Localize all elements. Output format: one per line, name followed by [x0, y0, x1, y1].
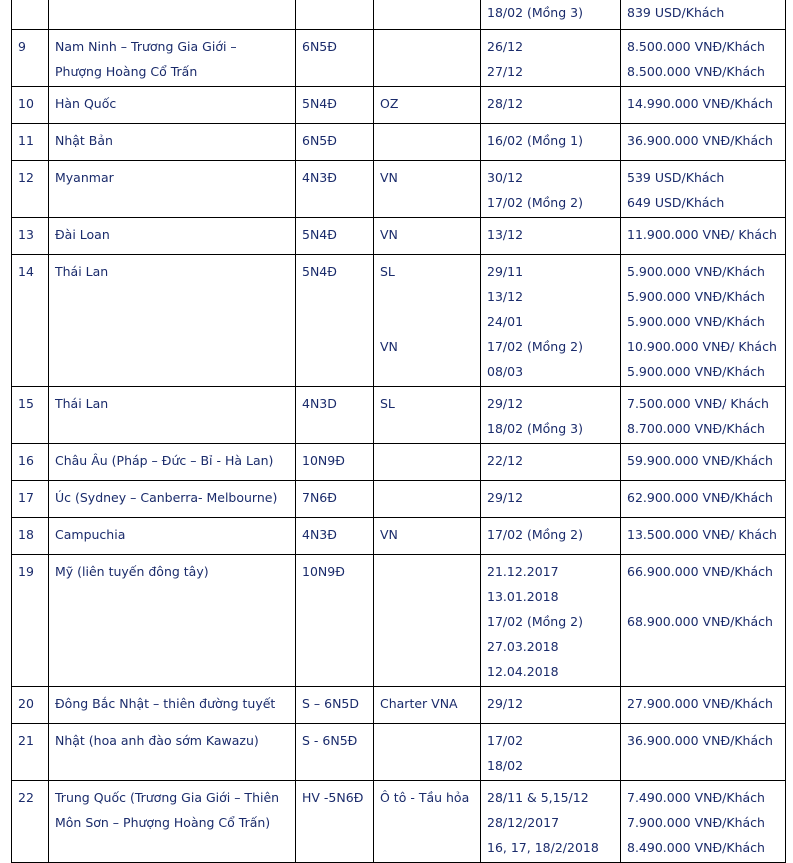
duration-cell: [296, 723, 374, 780]
departure-dates-cell: [481, 86, 621, 123]
price-line: 8.700.000 VNĐ/Khách: [627, 420, 765, 436]
departure-dates-line: 18/02 (Mồng 3): [487, 420, 583, 436]
duration-line: 10N9Đ: [302, 563, 345, 579]
transport-line: [380, 359, 480, 384]
departure-dates-line: 13.01.2018: [487, 588, 559, 604]
price-line: 5.900.000 VNĐ/Khách: [627, 288, 765, 304]
row-number-cell: 11: [12, 123, 49, 160]
destination-cell: [49, 254, 296, 386]
transport-cell: [374, 123, 481, 160]
transport-line: [380, 485, 480, 510]
transport-cell: [374, 443, 481, 480]
duration-cell: [296, 443, 374, 480]
departure-dates-cell: [481, 780, 621, 862]
duration-cell: [296, 554, 374, 686]
tour-price-table-page: [11, 0, 785, 863]
departure-dates-cell: [481, 443, 621, 480]
transport-cell: [374, 254, 481, 386]
departure-dates-line: 17/02 (Mồng 2): [487, 613, 583, 629]
transport-line: [380, 309, 480, 334]
departure-dates-cell: [481, 254, 621, 386]
departure-dates-cell: [481, 480, 621, 517]
duration-cell: [296, 160, 374, 217]
transport-cell: [374, 554, 481, 686]
departure-dates-line: 13/12: [487, 226, 524, 242]
price-line: 8.500.000 VNĐ/Khách: [627, 38, 765, 54]
destination-cell: [49, 686, 296, 723]
destination-cell: [49, 443, 296, 480]
duration-line: S - 6N5Đ: [302, 732, 358, 748]
destination-cell: [49, 780, 296, 862]
row-number-cell: 15: [12, 386, 49, 443]
row-number-cell: 22: [12, 780, 49, 862]
price-line: 7.900.000 VNĐ/Khách: [627, 814, 765, 830]
transport-line: [380, 284, 480, 309]
transport-line: [380, 0, 480, 25]
price-cell: [621, 86, 786, 123]
departure-dates-cell: [481, 554, 621, 686]
duration-line: 4N3D: [302, 395, 337, 411]
duration-line: 10N9Đ: [302, 452, 345, 468]
price-cell: [621, 517, 786, 554]
departure-dates-cell: [481, 386, 621, 443]
price-line: 5.900.000 VNĐ/Khách: [627, 313, 765, 329]
duration-cell: [296, 517, 374, 554]
departure-dates-line: 28/11 & 5,15/12: [487, 789, 589, 805]
price-cell: [621, 160, 786, 217]
duration-line: 6N5Đ: [302, 132, 337, 148]
table-row: [12, 554, 786, 686]
table-body: [12, 0, 786, 862]
duration-line: S – 6N5D: [302, 695, 360, 711]
duration-cell: [296, 217, 374, 254]
destination-line: Môn Sơn – Phượng Hoàng Cổ Trấn): [55, 814, 271, 830]
destination-line: Mỹ (liên tuyến đông tây): [55, 563, 209, 579]
transport-cell: [374, 723, 481, 780]
transport-line: VN: [380, 526, 398, 542]
table-row: [12, 29, 786, 86]
transport-line: VN: [380, 169, 398, 185]
table-row: [12, 254, 786, 386]
price-cell: [621, 254, 786, 386]
price-line: 10.900.000 VNĐ/ Khách: [627, 338, 777, 354]
price-line: 8.490.000 VNĐ/Khách: [627, 839, 765, 855]
row-number-cell: 18: [12, 517, 49, 554]
duration-cell: [296, 0, 374, 29]
departure-dates-line: 17/02 (Mồng 2): [487, 338, 583, 354]
duration-cell: [296, 386, 374, 443]
duration-line: 7N6Đ: [302, 489, 337, 505]
departure-dates-line: 29/12: [487, 695, 524, 711]
departure-dates-line: 24/01: [487, 313, 524, 329]
departure-dates-cell: [481, 723, 621, 780]
transport-line: SL: [380, 395, 395, 411]
table-row: [12, 443, 786, 480]
departure-dates-line: 17/02 (Mồng 2): [487, 526, 583, 542]
price-line: 8.500.000 VNĐ/Khách: [627, 63, 765, 79]
table-row: [12, 686, 786, 723]
duration-line: [302, 0, 373, 25]
price-line: 36.900.000 VNĐ/Khách: [627, 132, 773, 148]
departure-dates-line: 29/12: [487, 489, 524, 505]
table-row: [12, 160, 786, 217]
destination-line: [55, 0, 295, 25]
departure-dates-line: 27.03.2018: [487, 638, 559, 654]
price-line: 7.500.000 VNĐ/ Khách: [627, 395, 769, 411]
transport-cell: [374, 780, 481, 862]
row-number-cell: 14: [12, 254, 49, 386]
destination-line: Nhật (hoa anh đào sớm Kawazu): [55, 732, 259, 748]
table-row: [12, 123, 786, 160]
table-row: [12, 517, 786, 554]
destination-cell: [49, 217, 296, 254]
price-cell: [621, 29, 786, 86]
destination-cell: [49, 517, 296, 554]
departure-dates-line: 30/12: [487, 169, 524, 185]
transport-cell: [374, 386, 481, 443]
price-line: 539 USD/Khách: [627, 169, 725, 185]
destination-cell: [49, 123, 296, 160]
price-line: 13.500.000 VNĐ/ Khách: [627, 526, 777, 542]
departure-dates-line: 28/12: [487, 95, 524, 111]
row-number-cell: 17: [12, 480, 49, 517]
transport-cell: [374, 86, 481, 123]
price-line: 5.900.000 VNĐ/Khách: [627, 363, 765, 379]
duration-line: HV -5N6Đ: [302, 789, 364, 805]
duration-line: 5N4Đ: [302, 95, 337, 111]
departure-dates-line: 12.04.2018: [487, 663, 559, 679]
row-number-cell: 20: [12, 686, 49, 723]
duration-cell: [296, 780, 374, 862]
price-cell: [621, 723, 786, 780]
departure-dates-line: 29/12: [487, 395, 524, 411]
price-cell: [621, 443, 786, 480]
transport-cell: [374, 0, 481, 29]
departure-dates-cell: [481, 0, 621, 29]
duration-line: 5N4Đ: [302, 226, 337, 242]
destination-cell: [49, 723, 296, 780]
transport-line: [380, 448, 480, 473]
price-line: 7.490.000 VNĐ/Khách: [627, 789, 765, 805]
departure-dates-line: 16/02 (Mồng 1): [487, 132, 583, 148]
destination-cell: [49, 29, 296, 86]
price-line: 14.990.000 VNĐ/Khách: [627, 95, 773, 111]
row-number-cell: 16: [12, 443, 49, 480]
destination-line: Nam Ninh – Trương Gia Giới –: [55, 38, 237, 54]
departure-dates-line: 22/12: [487, 452, 524, 468]
table-row: [12, 86, 786, 123]
transport-line: VN: [380, 338, 398, 354]
destination-line: Hàn Quốc: [55, 95, 117, 111]
transport-line: OZ: [380, 95, 399, 111]
price-line: 36.900.000 VNĐ/Khách: [627, 732, 773, 748]
departure-dates-line: 16, 17, 18/2/2018: [487, 839, 599, 855]
duration-cell: [296, 480, 374, 517]
price-cell: [621, 480, 786, 517]
departure-dates-line: 13/12: [487, 288, 524, 304]
transport-line: SL: [380, 263, 395, 279]
destination-cell: [49, 386, 296, 443]
duration-cell: [296, 254, 374, 386]
destination-line: Phượng Hoàng Cổ Trấn: [55, 63, 198, 79]
transport-cell: [374, 217, 481, 254]
departure-dates-line: 26/12: [487, 38, 524, 54]
transport-line: Ô tô - Tầu hỏa: [380, 789, 470, 805]
departure-dates-line: 17/02: [487, 732, 524, 748]
duration-line: 4N3Đ: [302, 169, 337, 185]
destination-line: Thái Lan: [55, 395, 109, 411]
transport-line: VN: [380, 226, 398, 242]
departure-dates-line: 29/11: [487, 263, 524, 279]
departure-dates-line: 08/03: [487, 363, 524, 379]
row-number-cell: 13: [12, 217, 49, 254]
transport-cell: [374, 160, 481, 217]
price-cell: [621, 386, 786, 443]
destination-line: Đài Loan: [55, 226, 110, 242]
destination-line: Myanmar: [55, 169, 114, 185]
tour-price-table: [11, 0, 786, 863]
row-number-cell: 21: [12, 723, 49, 780]
table-row: [12, 0, 786, 29]
destination-line: Úc (Sydney – Canberra- Melbourne): [55, 489, 278, 505]
duration-line: 4N3Đ: [302, 526, 337, 542]
departure-dates-cell: [481, 29, 621, 86]
departure-dates-line: 18/02 (Mồng 3): [487, 5, 583, 20]
price-cell: [621, 123, 786, 160]
duration-cell: [296, 686, 374, 723]
destination-line: Thái Lan: [55, 263, 109, 279]
price-line: 5.900.000 VNĐ/Khách: [627, 263, 765, 279]
price-line: 68.900.000 VNĐ/Khách: [627, 613, 773, 629]
departure-dates-cell: [481, 123, 621, 160]
destination-cell: [49, 0, 296, 29]
destination-cell: [49, 86, 296, 123]
destination-cell: [49, 554, 296, 686]
transport-cell: [374, 29, 481, 86]
duration-cell: [296, 29, 374, 86]
departure-dates-line: 17/02 (Mồng 2): [487, 194, 583, 210]
price-cell: [621, 554, 786, 686]
price-line: 11.900.000 VNĐ/ Khách: [627, 226, 777, 242]
destination-line: Nhật Bản: [55, 132, 113, 148]
departure-dates-cell: [481, 517, 621, 554]
price-cell: [621, 0, 786, 29]
duration-cell: [296, 123, 374, 160]
duration-line: 6N5Đ: [302, 38, 337, 54]
price-line: [627, 584, 785, 609]
transport-cell: [374, 480, 481, 517]
transport-line: [380, 728, 480, 753]
transport-line: [380, 559, 480, 584]
row-number-cell: [12, 0, 49, 29]
transport-cell: [374, 686, 481, 723]
departure-dates-cell: [481, 686, 621, 723]
price-cell: [621, 686, 786, 723]
price-line: 62.900.000 VNĐ/Khách: [627, 489, 773, 505]
table-row: [12, 480, 786, 517]
price-line: 839 USD/Khách: [627, 5, 725, 20]
duration-cell: [296, 86, 374, 123]
destination-line: Campuchia: [55, 526, 126, 542]
destination-line: Châu Âu (Pháp – Đức – Bỉ - Hà Lan): [55, 452, 274, 468]
table-row: [12, 780, 786, 862]
departure-dates-line: 21.12.2017: [487, 563, 559, 579]
departure-dates-cell: [481, 217, 621, 254]
table-row: [12, 217, 786, 254]
price-line: 66.900.000 VNĐ/Khách: [627, 563, 773, 579]
price-line: 59.900.000 VNĐ/Khách: [627, 452, 773, 468]
row-number-cell: 19: [12, 554, 49, 686]
row-number-cell: 9: [12, 29, 49, 86]
destination-cell: [49, 160, 296, 217]
destination-cell: [49, 480, 296, 517]
destination-line: Đông Bắc Nhật – thiên đường tuyết: [55, 695, 276, 711]
departure-dates-cell: [481, 160, 621, 217]
transport-line: [380, 34, 480, 59]
duration-line: 5N4Đ: [302, 263, 337, 279]
table-row: [12, 386, 786, 443]
transport-line: Charter VNA: [380, 695, 458, 711]
departure-dates-line: 27/12: [487, 63, 524, 79]
transport-line: [380, 128, 480, 153]
transport-cell: [374, 517, 481, 554]
departure-dates-line: 18/02: [487, 757, 524, 773]
destination-line: Trung Quốc (Trương Gia Giới – Thiên: [55, 789, 280, 805]
price-line: 649 USD/Khách: [627, 194, 725, 210]
table-row: [12, 723, 786, 780]
row-number-cell: 10: [12, 86, 49, 123]
price-cell: [621, 217, 786, 254]
price-line: 27.900.000 VNĐ/Khách: [627, 695, 773, 711]
price-cell: [621, 780, 786, 862]
row-number-cell: 12: [12, 160, 49, 217]
departure-dates-line: 28/12/2017: [487, 814, 560, 830]
